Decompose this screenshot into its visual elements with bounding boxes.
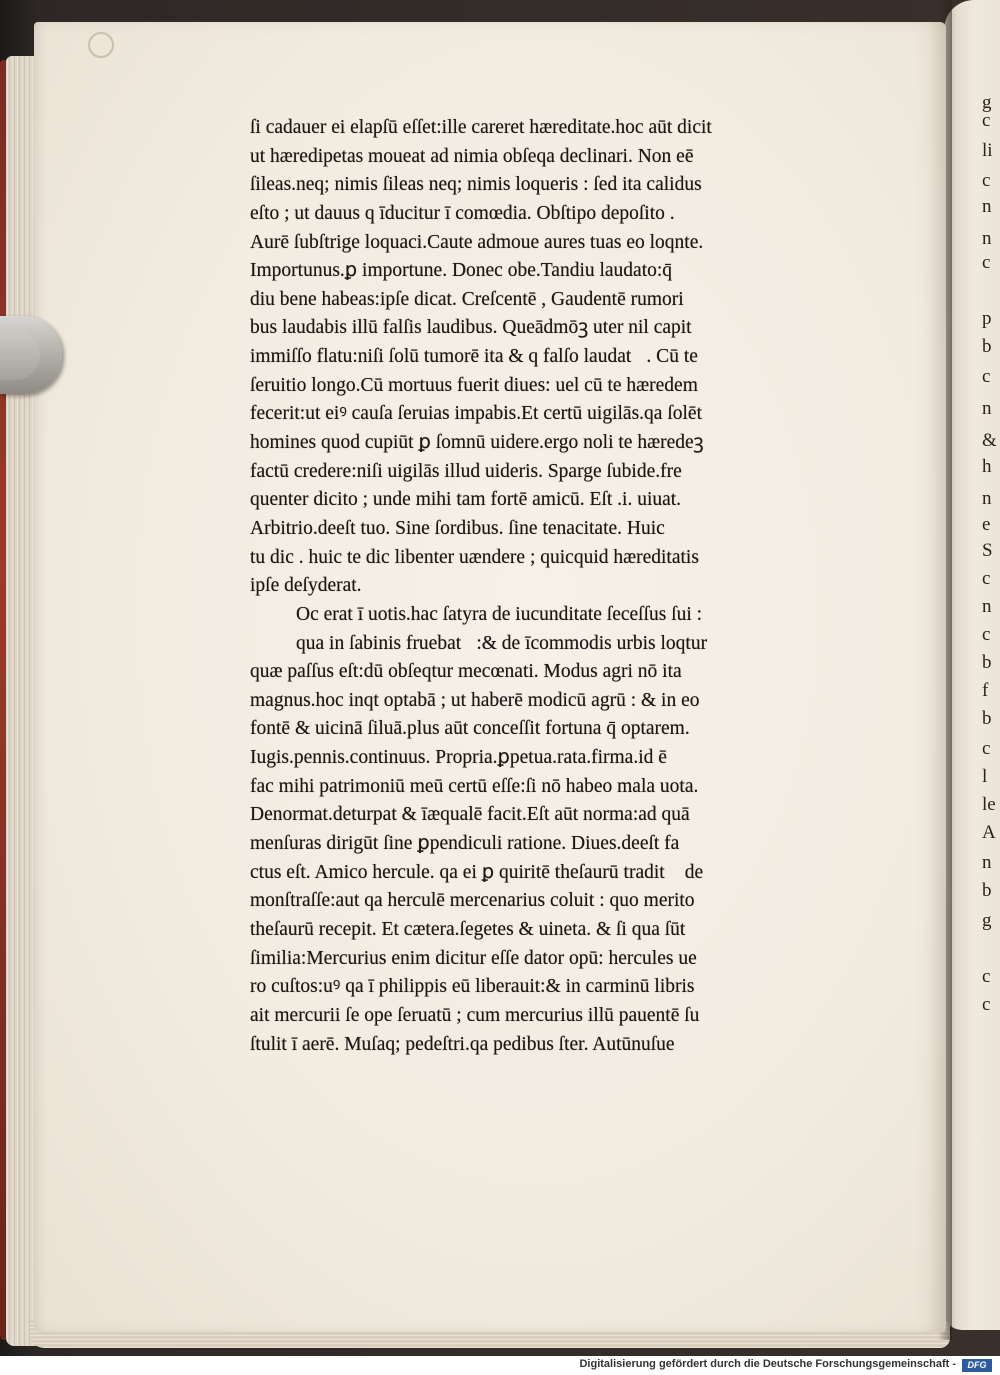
text-line: homines quod cupiūt ꝑ ſomnū uidere.ergo noli te hæredeꝫ: [250, 432, 704, 454]
facing-page-letter: e: [982, 514, 991, 535]
facing-page-letter: c: [982, 966, 991, 987]
text-line: fecerit:ut eiꝰ cauſa ſeruias impabis.Et certū uigilās.qa ſolēt: [250, 403, 702, 425]
facing-page-letter: A: [982, 822, 996, 843]
text-line: factū credere:niſi uigilās illud uideris. Sparge ſubide.fre: [250, 460, 682, 482]
text-line: qua in ſabinis fruebatᷣ:& de īcommodis urbis loqtur: [296, 632, 708, 654]
text-line: ſtulit ī aerē. Muſaq; pedeſtri.qa pedibus ſter. Autūnuſue: [250, 1033, 675, 1055]
facing-page-letter: h: [982, 456, 992, 477]
text-line: bus laudabis illū falſis laudibus. Queādmōꝫ uter nil capit: [250, 317, 692, 339]
text-line: Importunus.ꝑ importune. Donec obe.Tandiu laudato:q̄: [250, 260, 673, 282]
page-stain-mark: [88, 32, 114, 58]
facing-page-letter: n: [982, 488, 992, 509]
text-line: menſuras dirigūt ſine ꝑpendiculi ratione. Diues.deeſt fa: [250, 833, 680, 855]
facing-page-letter: b: [982, 652, 992, 673]
facing-page-letter: S: [982, 540, 993, 561]
text-line: ſileas.neq; nimis ſileas neq; nimis loqueris : ſed ita calidus: [250, 174, 702, 196]
facing-page-letter: c: [982, 170, 991, 191]
facing-page-letter: le: [982, 794, 996, 815]
facing-page-letter: f: [982, 680, 989, 701]
text-line: immiſſo flatu:niſi ſolū tumorē ita & q falſo laudatᷣ. Cū te: [250, 346, 698, 368]
text-line: Iugis.pennis.continuus. Propria.ꝑpetua.rata.firma.id ē: [250, 747, 667, 769]
text-line: ctus eſt. Amico hercule. qa ei ꝑ quiritē theſaurū traditᷣ de: [250, 861, 704, 883]
facing-page-letter: n: [982, 596, 992, 617]
facing-page-letter: l: [982, 766, 988, 787]
text-line: ait mercurii ſe ope ſeruatū ; cum mercurius illū pauentē ſu: [250, 1004, 700, 1026]
text-line: ſeruitio longo.Cū mortuus fuerit diues: uel cū te hæredem: [250, 374, 698, 396]
dfg-logo: DFG: [962, 1359, 992, 1372]
text-line: tu dic . huic te dic libenter uændere ; quicquid hæreditatis: [250, 546, 699, 568]
facing-page-letter: c: [982, 366, 991, 387]
text-line: Denormat.deturpat & īæqualē facit.Eſt aūt norma:ad quā: [250, 804, 690, 826]
text-line: theſaurū recepit. Et cætera.ſegetes & uineta. & ſi qua ſūt: [250, 918, 686, 940]
text-line: magnus.hoc inqt optabā ; ut haberē modicū agrū : & in eo: [250, 689, 700, 711]
facing-page-letter: b: [982, 708, 992, 729]
facing-page-letter: n: [982, 852, 992, 873]
facing-page-letter: b: [982, 880, 992, 901]
facing-page-letter: c: [982, 568, 991, 589]
facing-page-letter: c: [982, 738, 991, 759]
facing-page-letter: &: [982, 430, 997, 451]
text-line: Oc erat ī uotis.hac ſatyra de iucunditate ſeceſſus ſui :: [296, 603, 703, 625]
text-line: ſimilia:Mercurius enim dicitur eſſe dator opū: hercules ue: [250, 947, 697, 969]
facing-page-letter: b: [982, 336, 992, 357]
facing-page-letter: c: [982, 252, 991, 273]
text-line: ipſe deſyderat.: [250, 575, 362, 597]
text-line: eſto ; ut dauus q īducitur ī comœdia. Obſtipo depoſito .: [250, 202, 675, 224]
facing-page-letter: li: [982, 140, 993, 161]
facing-page-letter: c: [982, 110, 991, 131]
text-line: fac mihi patrimoniū meū certū eſſe:ſi nō habeo mala uota.: [250, 775, 699, 797]
text-line: quæ paſſus eſt:dū obſeqtur mecœnati. Modus agri nō ita: [250, 661, 682, 683]
main-text-block: [250, 114, 850, 1059]
facing-page-letter: c: [982, 994, 991, 1015]
text-line: monſtraſſe:aut qa herculē mercenarius coluit : quo merito: [250, 890, 695, 912]
text-line: ut hæredipetas moueat ad nimia obſeqa declinari. Non eē: [250, 145, 694, 167]
facing-page-letter: g: [982, 92, 992, 113]
text-line: Arbitrio.deeſt tuo. Sine ſordibus. ſine tenacitate. Huic: [250, 517, 665, 539]
footer-credit: Digitalisierung gefördert durch die Deutsche Forschungsgemeinschaft -: [579, 1358, 956, 1370]
facing-page-letter: p: [982, 308, 992, 329]
text-line: ro cuſtos:uꝰ qa ī philippis eū liberauit:& in carminū libris: [250, 976, 695, 998]
text-line: Aurē ſubſtrige loquaci.Caute admoue aures tuas eo loqnte.: [250, 231, 704, 253]
facing-page-letter: n: [982, 228, 992, 249]
facing-page-letter: n: [982, 196, 992, 217]
facing-page-letter: g: [982, 910, 992, 931]
text-line: fontē & uicinā ſiluā.plus aūt conceſſit fortuna q̄ optarem.: [250, 718, 690, 740]
facing-page-letter: c: [982, 624, 991, 645]
facing-page-letter: n: [982, 398, 992, 419]
text-line: diu bene habeas:ipſe dicat. Creſcentē , Gaudentē rumori: [250, 288, 684, 310]
text-line: quenter dicito ; unde mihi tam fortē amicū. Eſt .i. uiuat.: [250, 489, 682, 511]
text-line: ſi cadauer ei elapſū eſſet:ille careret hæreditate.hoc aūt dicit: [250, 117, 712, 138]
